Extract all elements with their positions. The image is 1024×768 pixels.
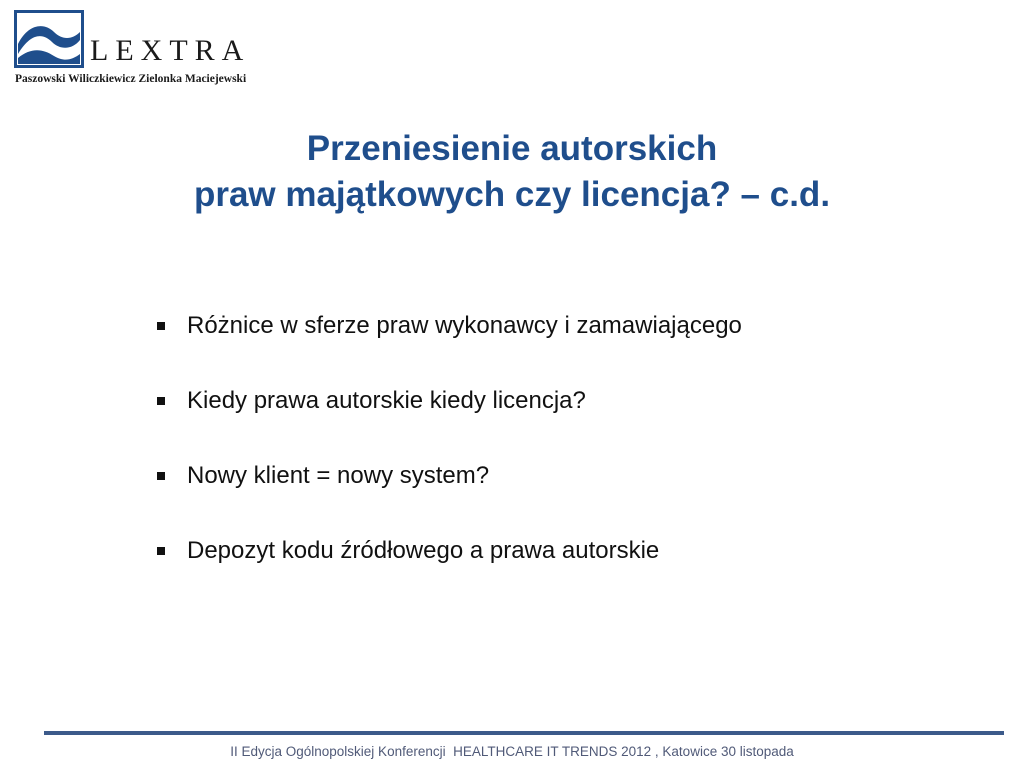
slide-title [0,126,1024,218]
bullet-text: Nowy klient = nowy system? [187,462,490,489]
slide-title-line-2: praw majątkowych czy licencja? – c.d. [193,175,831,214]
bullet-text: Kiedy prawa autorskie kiedy licencja? [187,387,586,414]
footer-text: II Edycja Ogólnopolskiej Konferencji HEALTHCARE IT TRENDS 2012 , Katowice 30 listopada [230,744,794,759]
footer-divider [44,731,1004,735]
bullet-text: Depozyt kodu źródłowego a prawa autorskie [187,537,660,564]
slide-title-line-1: Przeniesienie autorskich [306,129,718,168]
logo-subtitle: Paszowski Wiliczkiewicz Zielonka Maciejewski [15,73,247,85]
company-logo [14,10,264,90]
square-bullet-icon [157,397,165,405]
bullet-text: Różnice w sferze praw wykonawcy i zamawiającego [187,312,742,339]
logo-wordmark: LEXTRA [90,34,251,67]
square-bullet-icon [157,472,165,480]
lextra-emblem-icon [14,10,84,68]
square-bullet-icon [157,322,165,330]
square-bullet-icon [157,547,165,555]
